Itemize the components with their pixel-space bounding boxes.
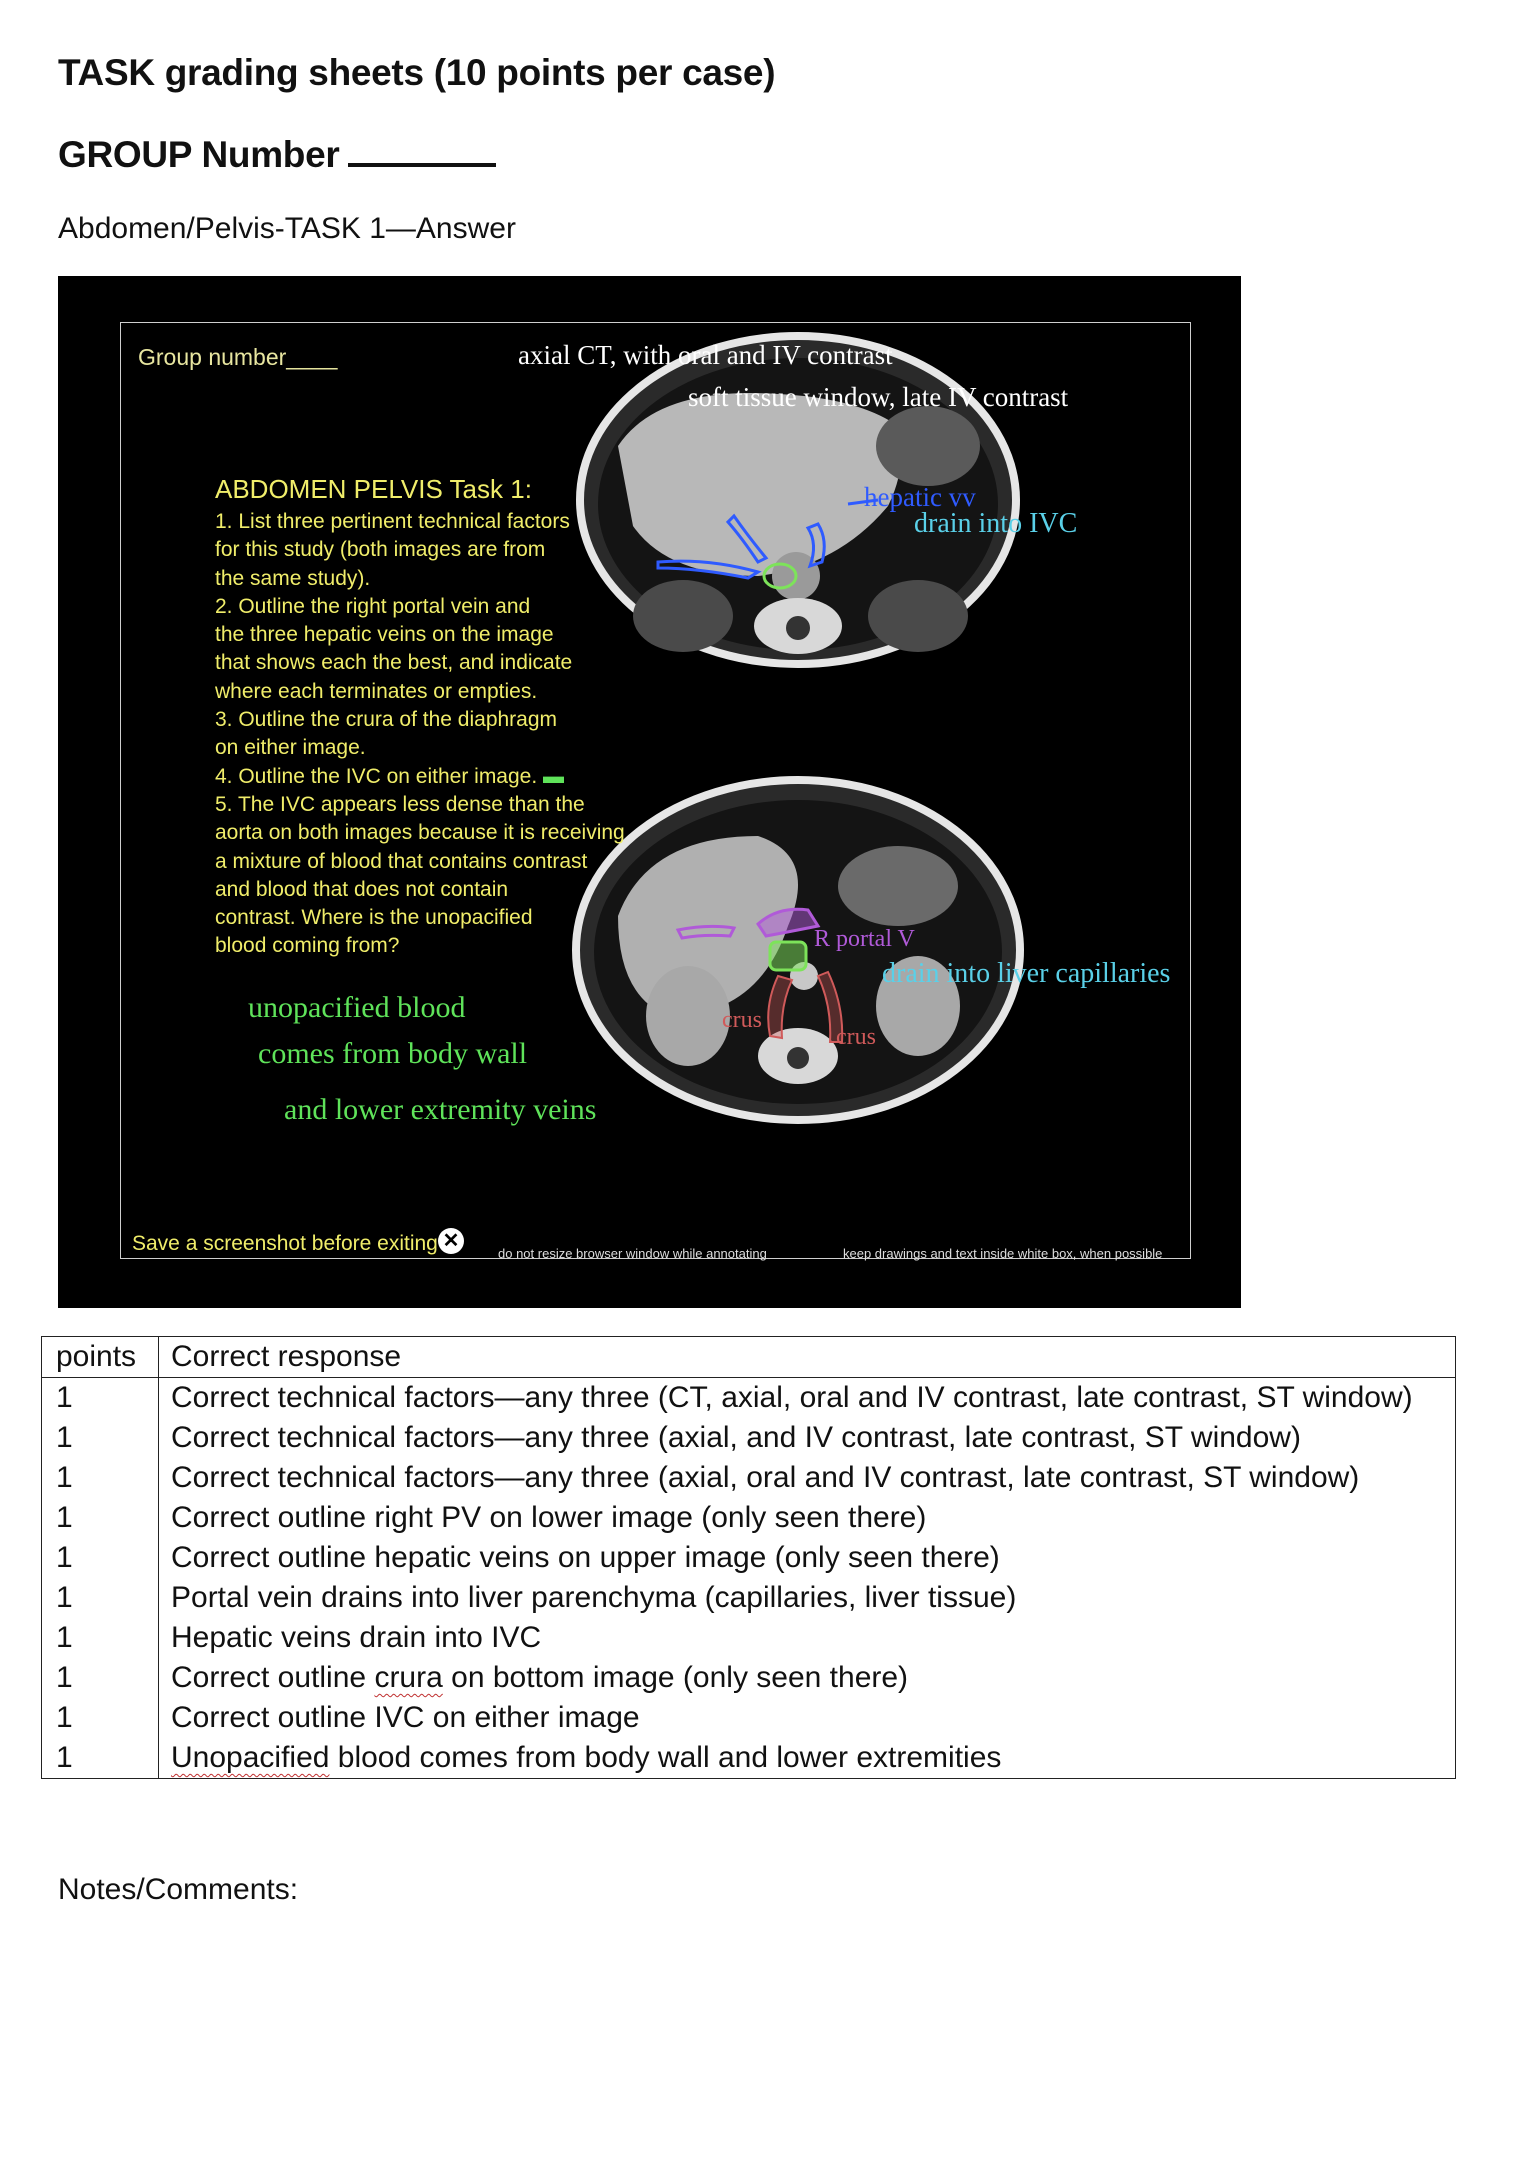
label-drain-liver-capillaries: drain into liver capillaries	[882, 958, 1171, 989]
task-line: aorta on both images because it is receiving	[215, 821, 625, 845]
task-line: 2. Outline the right portal vein and	[215, 594, 531, 618]
points-cell: 1	[42, 1378, 159, 1419]
points-cell: 1	[42, 1418, 159, 1458]
points-cell: 1	[42, 1618, 159, 1658]
points-cell: 1	[42, 1738, 159, 1779]
ivc-marker-icon: ▬	[543, 764, 565, 788]
table-row	[42, 1578, 1456, 1618]
group-number-field[interactable]: Group number____	[138, 344, 338, 370]
points-cell: 1	[42, 1498, 159, 1538]
table-row	[42, 1458, 1456, 1498]
table-row	[42, 1698, 1456, 1738]
task-heading: ABDOMEN PELVIS Task 1:	[215, 474, 532, 504]
group-number-label: GROUP Number	[58, 134, 340, 175]
points-cell: 1	[42, 1458, 159, 1498]
task-line: for this study (both images are from	[215, 538, 546, 562]
response-cell: Correct outline crura on bottom image (only seen there)	[159, 1658, 1456, 1698]
close-icon[interactable]: ✕	[438, 1228, 464, 1254]
ivc-outline-lower	[770, 942, 806, 970]
label-crus-left: crus	[722, 1007, 762, 1033]
response-cell: Unopacified blood comes from body wall and lower extremities	[159, 1738, 1456, 1779]
ct-screenshot-panel	[58, 276, 1241, 1308]
task-line: on either image.	[215, 736, 366, 760]
label-drain-into-ivc: drain into IVC	[914, 508, 1078, 539]
table-row	[42, 1378, 1456, 1419]
response-cell: Correct outline IVC on either image	[159, 1698, 1456, 1738]
task-line: the three hepatic veins on the image	[215, 623, 554, 647]
answer-line2: comes from body wall	[258, 1037, 528, 1070]
table-row	[42, 1738, 1456, 1779]
points-header: points	[42, 1337, 159, 1378]
response-cell: Hepatic veins drain into IVC	[159, 1618, 1456, 1658]
keep-inside-note: keep drawings and text inside white box, when possible	[843, 1246, 1163, 1261]
technique-header-line1: axial CT, with oral and IV contrast	[518, 340, 893, 370]
response-cell: Portal vein drains into liver parenchyma (capillaries, liver tissue)	[159, 1578, 1456, 1618]
task-line: blood coming from?	[215, 934, 400, 958]
table-row	[42, 1498, 1456, 1538]
label-hepatic-vv: hepatic vv	[864, 482, 976, 512]
table-header-row	[42, 1337, 1456, 1378]
response-cell: Correct technical factors—any three (CT, axial, oral and IV contrast, late contrast, ST window)	[159, 1378, 1456, 1419]
table-row	[42, 1538, 1456, 1578]
notes-comments-label: Notes/Comments:	[58, 1873, 299, 1906]
save-screenshot-label: Save a screenshot before exiting	[132, 1232, 438, 1255]
resize-warning: do not resize browser window while annotating	[498, 1246, 767, 1261]
page-title: TASK grading sheets (10 points per case)	[58, 52, 776, 93]
group-number-blank[interactable]	[348, 133, 496, 167]
task-line: 5. The IVC appears less dense than the	[215, 792, 585, 816]
task-line: 3. Outline the crura of the diaphragm	[215, 708, 558, 732]
points-cell: 1	[42, 1698, 159, 1738]
answer-line1: unopacified blood	[248, 991, 466, 1024]
task-line: 4. Outline the IVC on either image. ▬	[215, 764, 565, 788]
response-header: Correct response	[159, 1337, 1456, 1378]
grading-table	[41, 1336, 1456, 1779]
points-cell: 1	[42, 1658, 159, 1698]
task-line: contrast. Where is the unopacified	[215, 906, 533, 930]
table-row	[42, 1418, 1456, 1458]
label-crus-right: crus	[836, 1024, 876, 1050]
task-line: 1. List three pertinent technical factors	[215, 510, 570, 533]
table-row	[42, 1618, 1456, 1658]
task-instructions	[215, 472, 655, 961]
response-cell: Correct technical factors—any three (axial, oral and IV contrast, late contrast, ST window)	[159, 1458, 1456, 1498]
response-cell: Correct technical factors—any three (axial, and IV contrast, late contrast, ST window)	[159, 1418, 1456, 1458]
table-row	[42, 1658, 1456, 1698]
page-subtitle: Abdomen/Pelvis-TASK 1—Answer	[58, 212, 516, 245]
label-r-portal-v: R portal V	[814, 926, 915, 952]
task-line: a mixture of blood that contains contrast	[215, 849, 588, 873]
task-line: where each terminates or empties.	[215, 679, 538, 703]
answer-line3: and lower extremity veins	[284, 1093, 597, 1126]
response-cell: Correct outline right PV on lower image (only seen there)	[159, 1498, 1456, 1538]
points-cell: 1	[42, 1578, 159, 1618]
group-number-heading	[58, 133, 496, 176]
task-line: the same study).	[215, 566, 371, 590]
response-cell: Correct outline hepatic veins on upper image (only seen there)	[159, 1538, 1456, 1578]
task-line: and blood that does not contain	[215, 877, 509, 901]
points-cell: 1	[42, 1538, 159, 1578]
technique-header-line2: soft tissue window, late IV contrast	[688, 382, 1069, 412]
task-line: that shows each the best, and indicate	[215, 651, 573, 675]
